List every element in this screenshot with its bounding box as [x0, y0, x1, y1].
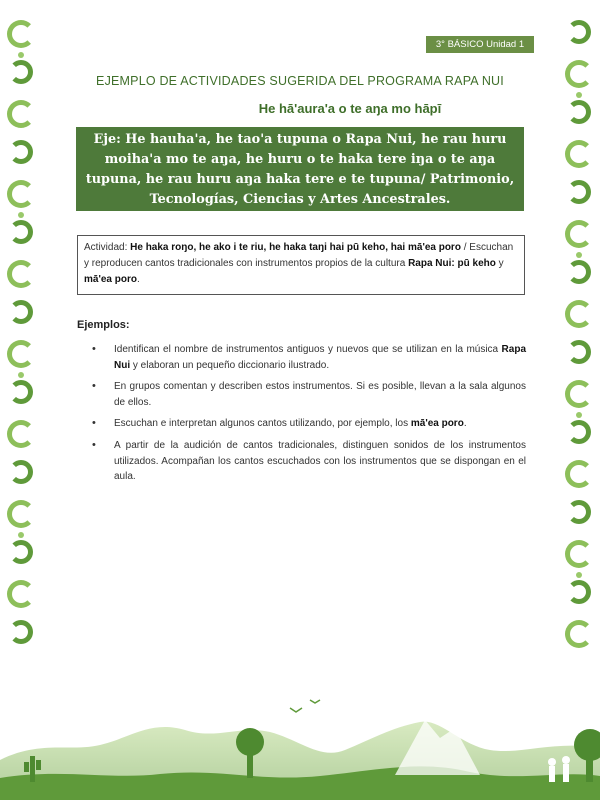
landscape-illustration: [0, 690, 600, 800]
swirl-ornament: [565, 460, 593, 488]
swirl-ornament: [9, 540, 33, 564]
eje-text: Eje: He hauha'a, he tao'a tupuna o Rapa Nui, he rau huru moiha'a mo te aŋa, he huru o te haka tere iŋa o te aŋa tupuna, he rau huru aŋa haka tere e te tupuna/ Patrimonio, Tecnologías, Ciencias y Artes Ancestrales.: [85, 132, 515, 207]
item-text: En grupos comentan y describen estos instrumentos. Si es posible, llevan a la sala algunos de ellos.: [114, 381, 526, 408]
swirl-ornament: [567, 340, 591, 364]
swirl-ornament: [7, 100, 35, 128]
swirl-ornament: [567, 100, 591, 124]
left-decorative-border: [4, 0, 38, 690]
ejemplos-heading: Ejemplos:: [77, 319, 130, 331]
swirl-ornament: [565, 540, 593, 568]
swirl-ornament: [9, 300, 33, 324]
eje-box: [76, 127, 524, 211]
swirl-ornament: [567, 580, 591, 604]
dot-ornament: [18, 532, 24, 538]
swirl-ornament: [567, 20, 591, 44]
right-decorative-border: [562, 0, 596, 690]
dot-ornament: [576, 252, 582, 258]
swirl-ornament: [7, 340, 35, 368]
actividad-label: Actividad:: [84, 242, 131, 253]
dot-ornament: [18, 372, 24, 378]
dot-ornament: [18, 212, 24, 218]
swirl-ornament: [567, 420, 591, 444]
list-item: [92, 379, 526, 410]
list-item: [92, 438, 526, 485]
swirl-ornament: [565, 140, 593, 168]
swirl-ornament: [7, 20, 35, 48]
swirl-ornament: [9, 460, 33, 484]
swirl-ornament: [9, 380, 33, 404]
swirl-ornament: [9, 220, 33, 244]
swirl-ornament: [9, 140, 33, 164]
program-title: EJEMPLO DE ACTIVIDADES SUGERIDA DEL PROGRAMA RAPA NUI: [96, 74, 504, 88]
list-item: [92, 416, 526, 432]
grade-unit-tag: 3° BÁSICO Unidad 1: [426, 36, 534, 53]
item-bold: Rapa Nui: [114, 344, 526, 371]
swirl-ornament: [565, 380, 593, 408]
item-text: Identifican el nombre de instrumentos antiguos y nuevos que se utilizan en la música: [114, 344, 502, 355]
actividad-bold: mā'ea poro: [84, 274, 137, 285]
ejemplos-list: [92, 342, 526, 491]
swirl-ornament: [7, 580, 35, 608]
list-item: [92, 342, 526, 373]
actividad-text: y: [495, 258, 504, 269]
actividad-title: He haka roŋo, he ako i te riu, he haka taŋi hai pū keho, hai mā'ea poro: [130, 242, 461, 253]
swirl-ornament: [565, 620, 593, 648]
swirl-ornament: [7, 500, 35, 528]
swirl-ornament: [9, 620, 33, 644]
item-text: y elaboran un pequeño diccionario ilustrado.: [130, 359, 330, 371]
actividad-bold: Rapa Nui: pū keho: [408, 258, 496, 269]
item-text: .: [463, 418, 467, 430]
item-text: A partir de la audición de cantos tradicionales, distinguen sonidos de los instrumentos utilizados. Acompañan los cantos escuchados con los instrumentos que se dispongan en el aula.: [114, 439, 526, 483]
actividad-box: [77, 235, 525, 295]
rapanui-subtitle: He hā'aura'a o te aŋa mo hāpī: [258, 101, 442, 116]
swirl-ornament: [7, 420, 35, 448]
swirl-ornament: [567, 260, 591, 284]
dot-ornament: [576, 572, 582, 578]
swirl-ornament: [565, 220, 593, 248]
item-bold: mā'ea poro: [410, 418, 464, 430]
item-text: Escuchan e interpretan algunos cantos utilizando, por ejemplo, los: [114, 418, 411, 430]
dot-ornament: [18, 52, 24, 58]
swirl-ornament: [567, 180, 591, 204]
actividad-text: / Escuchan y reproducen cantos tradicionales con instrumentos propios de la cultura: [84, 242, 514, 269]
dot-ornament: [576, 412, 582, 418]
actividad-text: .: [136, 274, 140, 285]
swirl-ornament: [7, 180, 35, 208]
swirl-ornament: [567, 500, 591, 524]
swirl-ornament: [565, 300, 593, 328]
dot-ornament: [576, 92, 582, 98]
swirl-ornament: [7, 260, 35, 288]
